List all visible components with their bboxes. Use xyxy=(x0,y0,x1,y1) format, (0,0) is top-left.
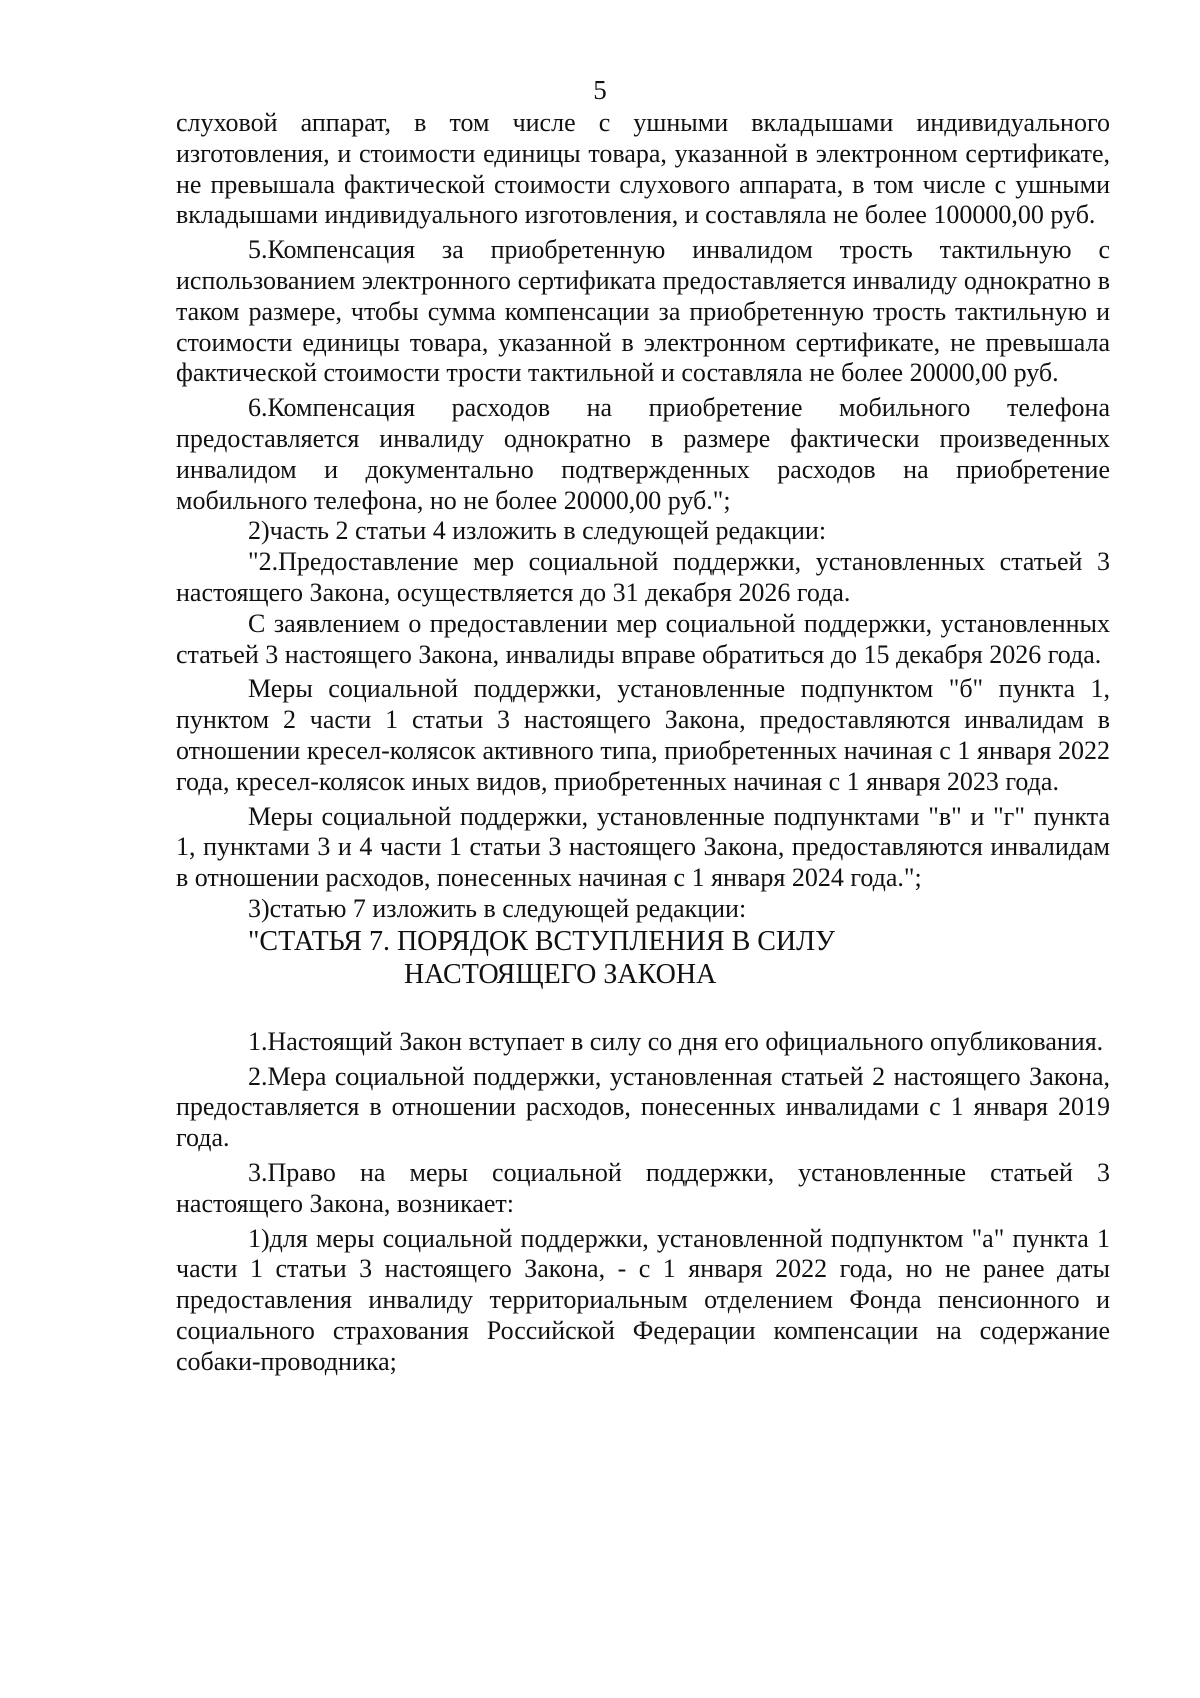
document-body xyxy=(176,108,1110,1377)
paragraph-item-6-mobile-phone: 6.Компенсация расходов на приобретение мобильного телефона предоставляется инвалиду однократно в размере фактически произведенных инвалидом и документально подтвержденных расходов на приобретение мобильного телефона, но не более 20000,00 руб."; xyxy=(176,393,1110,515)
paragraph-application-deadline: С заявлением о предоставлении мер социальной поддержки, установленных статьей 3 настоящего Закона, инвалиды вправе обратиться до 15 декабря 2026 года. xyxy=(176,608,1110,669)
page-number: 5 xyxy=(593,75,607,105)
article-7-heading-line-1: "СТАТЬЯ 7. ПОРЯДОК ВСТУПЛЕНИЯ В СИЛУ xyxy=(248,925,835,957)
paragraph-part-2-provision: "2.Предоставление мер социальной поддержки, установленных статьей 3 настоящего Закона, осуществляется до 31 декабря 2026 года. xyxy=(176,547,1110,607)
paragraph-item-5-tactile-cane: 5.Компенсация за приобретенную инвалидом трость тактильную с использованием электронного сертификата предоставляется инвалиду однократно в таком размере, чтобы сумма компенсации за приобретенную трость тактильную и стоимости единицы товара, указанной в электронном сертификате, не превышала фактической стоимости трости тактильной и составляла не более 20000,00 руб. xyxy=(176,235,1110,388)
paragraph-amendment-2: 2)часть 2 статьи 4 изложить в следующей редакции: xyxy=(248,516,827,546)
article-7-heading xyxy=(176,925,1110,991)
paragraph-article-7-item-3: 3.Право на меры социальной поддержки, установленные статьей 3 настоящего Закона, возникает: xyxy=(176,1157,1110,1218)
paragraph-hearing-aid-continuation: слуховой аппарат, в том числе с ушными вкладышами индивидуального изготовления, и стоимости единицы товара, указанной в электронном сертификате, не превышала фактической стоимости слухового аппарата, в том числе с ушными вкладышами индивидуального изготовления, и составляла не более 100000,00 руб. xyxy=(176,108,1110,230)
article-7-heading-line-2: НАСТОЯЩЕГО ЗАКОНА xyxy=(404,958,717,990)
paragraph-measures-v-g: Меры социальной поддержки, установленные подпунктами "в" и "г" пункта 1, пунктами 3 и 4 части 1 статьи 3 настоящего Закона, предоставляются инвалидам в отношении расходов, понесенных начиная с 1 января 2024 года."; xyxy=(176,801,1110,893)
paragraph-article-7-item-2: 2.Мера социальной поддержки, установленная статьей 2 настоящего Закона, предоставляется в отношении расходов, понесенных инвалидами с 1 января 2019 года. xyxy=(176,1061,1110,1153)
paragraph-wheelchair-measures: Меры социальной поддержки, установленные подпунктом "б" пункта 1, пунктом 2 части 1 статьи 3 настоящего Закона, предоставляются инвалидам в отношении кресел-колясок активного типа, приобретенных начиная с 1 января 2022 года, кресел-колясок иных видов, приобретенных начиная с 1 января 2023 года. xyxy=(176,674,1110,796)
paragraph-amendment-3: 3)статью 7 изложить в следующей редакции: xyxy=(248,893,747,923)
paragraph-article-7-item-1: 1.Настоящий Закон вступает в силу со дня его официального опубликования. xyxy=(248,1026,1104,1056)
paragraph-article-7-subitem-1: 1)для меры социальной поддержки, установленной подпунктом "а" пункта 1 части 1 статьи 3 настоящего Закона, - с 1 января 2022 года, но не ранее даты предоставления инвалиду территориальным отделением Фонда пенсионного и социального страхования Российской Федерации компенсации на содержание собаки-проводника; xyxy=(176,1223,1110,1376)
